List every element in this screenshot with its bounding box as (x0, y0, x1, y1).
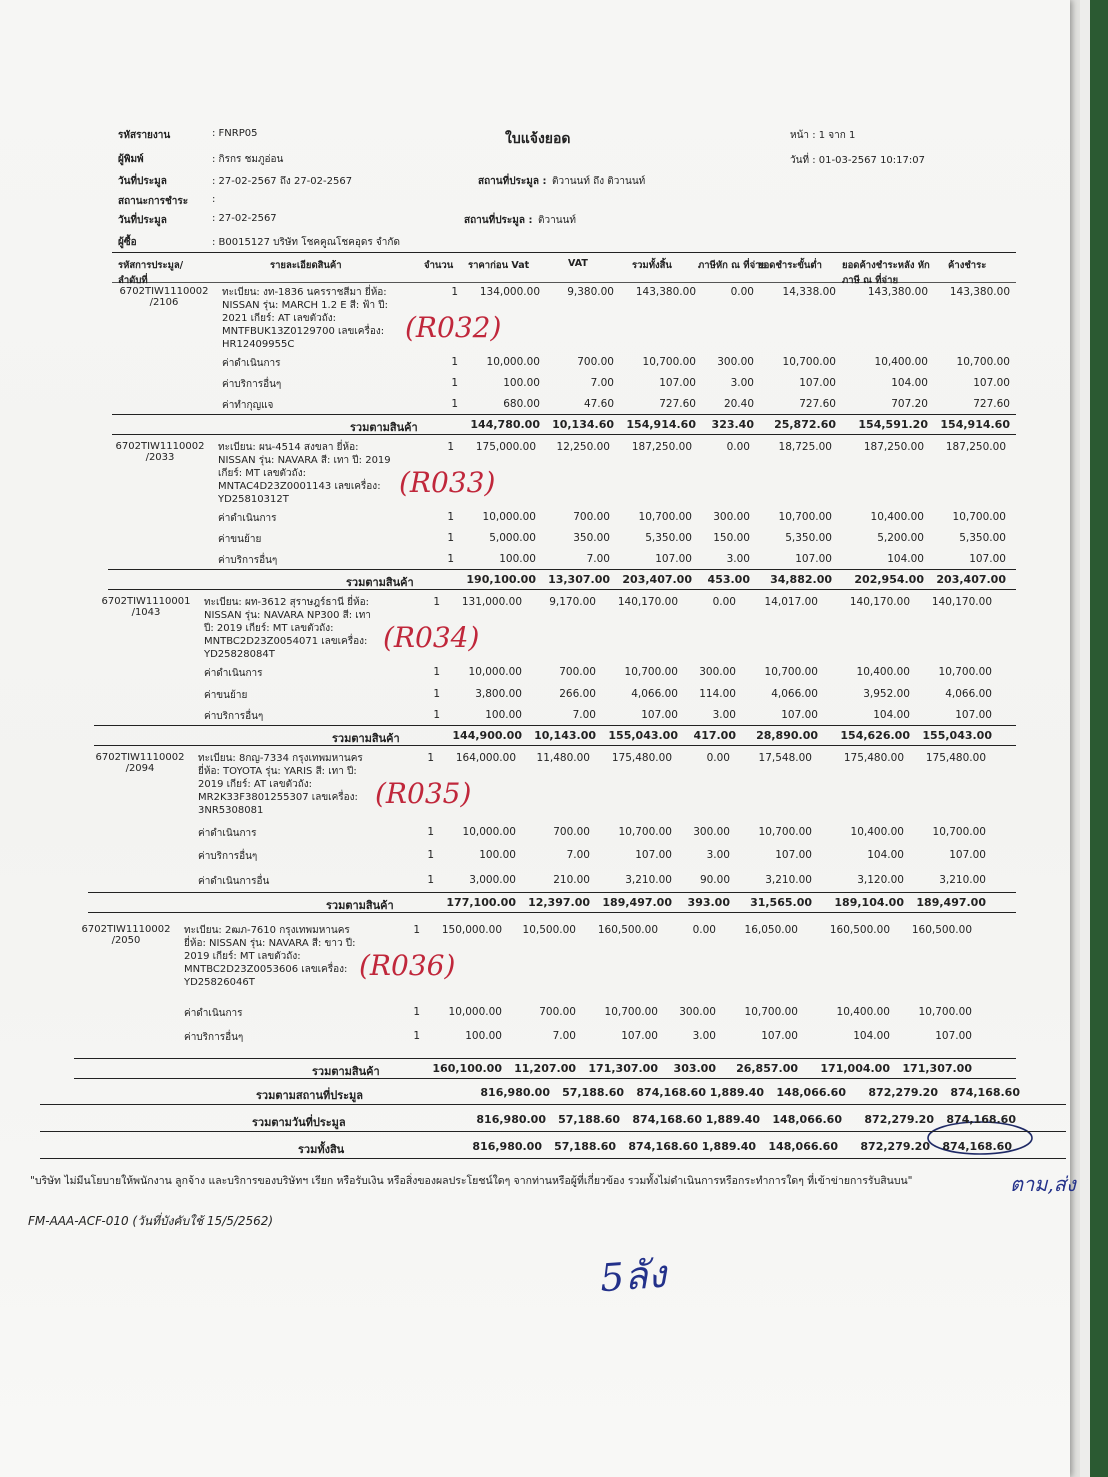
grand-total-value: 874,168.60 (942, 1140, 1012, 1153)
page-title: ใบแจ้งยอด (505, 131, 571, 147)
item-total-value: 26,857.00 (736, 1062, 798, 1075)
fee-value: 10,700.00 (932, 826, 986, 838)
grand-total-value: 872,279.20 (864, 1113, 934, 1126)
item-value: 187,250.00 (863, 441, 924, 453)
margin-note: ตาม,ส่ง (1010, 1172, 1076, 1196)
fee-value: 107.00 (795, 553, 832, 565)
grand-total-value: 148,066.60 (772, 1113, 842, 1126)
fee-label: ค่าบริการอื่นๆ (204, 711, 264, 722)
buyer-label: ผู้ซื้อ (118, 237, 137, 248)
item-total-value: 417.00 (693, 729, 736, 742)
fee-value: 3.00 (712, 709, 736, 721)
fee-value: 300.00 (699, 666, 736, 678)
item-value: 1 (413, 924, 420, 936)
fee-value: 3,800.00 (475, 688, 522, 700)
fee-value: 20.40 (723, 398, 754, 410)
column-header: จำนวน (424, 260, 454, 271)
item-total-label: รวมตามสินค้า (332, 732, 400, 745)
fee-value: 107.00 (635, 849, 672, 861)
grand-total-label: รวมทั้งสิน (298, 1143, 345, 1156)
fee-value: 4,066.00 (631, 688, 678, 700)
printer-name: : กิรกร ชมภูอ่อน (212, 154, 284, 165)
fee-value: 10,000.00 (448, 1006, 502, 1018)
fee-value: 10,700.00 (938, 666, 992, 678)
fee-value: 107.00 (659, 377, 696, 389)
item-value: 1 (427, 752, 434, 764)
column-header: ค้างชำระ (948, 260, 987, 271)
fee-value: 3,210.00 (625, 874, 672, 886)
fee-value: 4,066.00 (771, 688, 818, 700)
item-total-value: 190,100.00 (466, 573, 536, 586)
print-date: วันที่ : 01-03-2567 10:17:07 (790, 155, 925, 166)
grand-total-value: 872,279.20 (868, 1086, 938, 1099)
table-rule (112, 434, 1016, 435)
fee-label: ค่าดำเนินการ (218, 513, 277, 524)
fee-value: 1 (433, 709, 440, 721)
fee-value: 107.00 (621, 1030, 658, 1042)
fee-value: 10,000.00 (482, 511, 536, 523)
item-total-value: 34,882.00 (770, 573, 832, 586)
item-total-value: 171,004.00 (820, 1062, 890, 1075)
fee-value: 300.00 (693, 826, 730, 838)
table-rule (40, 1158, 1066, 1159)
item-total-value: 154,914.60 (940, 418, 1010, 431)
fee-label: ค่าขนย้าย (218, 534, 262, 545)
item-total-value: 31,565.00 (750, 896, 812, 909)
column-header: ยอดค้างชำระหลัง หักภาษี ณ ที่จ่าย (842, 260, 930, 286)
fee-value: 10,000.00 (468, 666, 522, 678)
item-total-value: 12,397.00 (528, 896, 590, 909)
fee-value: 100.00 (503, 377, 540, 389)
item-total-value: 203,407.00 (622, 573, 692, 586)
column-header: ราคาก่อน Vat (468, 260, 530, 271)
table-rule (88, 892, 1016, 893)
item-value: 187,250.00 (945, 441, 1006, 453)
item-total-value: 323.40 (711, 418, 754, 431)
table-rule (74, 1078, 1016, 1079)
grand-total-value: 148,066.60 (776, 1086, 846, 1099)
fee-value: 150.00 (713, 532, 750, 544)
column-header: รวมทั้งสิ้น (632, 260, 672, 271)
fee-value: 107.00 (799, 377, 836, 389)
grand-total-value: 1,889.40 (709, 1086, 764, 1099)
fee-value: 107.00 (935, 1030, 972, 1042)
fee-value: 10,400.00 (870, 511, 924, 523)
item-total-value: 155,043.00 (608, 729, 678, 742)
fee-value: 727.60 (973, 398, 1010, 410)
fee-value: 10,700.00 (918, 1006, 972, 1018)
item-value: 17,548.00 (758, 752, 812, 764)
fee-value: 3.00 (706, 849, 730, 861)
fee-value: 3,000.00 (469, 874, 516, 886)
item-description: ทะเบียน: งท-1836 นครราชสีมา ยี่ห้อ: NISSAN รุ่น: MARCH 1.2 E สี: ฟ้า ปี: 2021 เกียร์: AT เลขตัวถัง: MNTFBUK13Z0129700 เลขเครื่อง: HR12409955C (222, 287, 388, 350)
item-value: 175,480.00 (843, 752, 904, 764)
item-value: 10,500.00 (522, 924, 576, 936)
fee-label: ค่าดำเนินการ (204, 668, 263, 679)
fee-value: 107.00 (641, 709, 678, 721)
fee-value: 3.00 (730, 377, 754, 389)
fee-value: 5,350.00 (785, 532, 832, 544)
item-total-value: 189,104.00 (834, 896, 904, 909)
item-value: 134,000.00 (479, 286, 540, 298)
buyer-value: : B0015127 บริษัท โชคคูณโชคอุดร จำกัด (212, 237, 400, 248)
fee-value: 10,700.00 (642, 356, 696, 368)
item-code: 6702TIW1110002 /2106 (119, 286, 209, 308)
fee-value: 5,350.00 (645, 532, 692, 544)
item-value: 175,480.00 (925, 752, 986, 764)
item-value: 0.00 (730, 286, 754, 298)
fee-label: ค่าบริการอื่นๆ (184, 1032, 244, 1043)
fee-value: 104.00 (891, 377, 928, 389)
fee-value: 300.00 (717, 356, 754, 368)
item-total-value: 177,100.00 (446, 896, 516, 909)
item-value: 160,500.00 (829, 924, 890, 936)
item-total-value: 144,900.00 (452, 729, 522, 742)
item-value: 9,380.00 (567, 286, 614, 298)
item-value: 14,017.00 (764, 596, 818, 608)
fee-value: 10,000.00 (462, 826, 516, 838)
item-value: 11,480.00 (536, 752, 590, 764)
fee-value: 10,400.00 (874, 356, 928, 368)
column-header: ยอดชำระขั้นต่ำ (758, 260, 822, 271)
fee-value: 300.00 (679, 1006, 716, 1018)
item-value: 16,050.00 (744, 924, 798, 936)
item-value: 160,500.00 (597, 924, 658, 936)
fee-value: 10,700.00 (956, 356, 1010, 368)
fee-value: 10,700.00 (758, 826, 812, 838)
grand-total-value: 874,168.60 (946, 1113, 1016, 1126)
payment-status-label: สถานะการชำระ (118, 196, 189, 207)
fee-value: 700.00 (573, 511, 610, 523)
fee-label: ค่าดำเนินการ (184, 1008, 243, 1019)
item-total-value: 203,407.00 (936, 573, 1006, 586)
item-total-value: 160,100.00 (432, 1062, 502, 1075)
fee-value: 266.00 (559, 688, 596, 700)
fee-value: 107.00 (955, 709, 992, 721)
item-value: 175,000.00 (475, 441, 536, 453)
item-value: 140,170.00 (849, 596, 910, 608)
fee-value: 1 (451, 377, 458, 389)
grand-total-value: 1,889.40 (705, 1113, 760, 1126)
fee-value: 5,200.00 (877, 532, 924, 544)
fee-value: 1 (451, 356, 458, 368)
item-value: 1 (447, 441, 454, 453)
item-description: ทะเบียน: 8กญ-7334 กรุงเทพมหานคร ยี่ห้อ: TOYOTA รุ่น: YARIS สี: เทา ปี: 2019 เกียร์: AT เลขตัวถัง: MR2K33F3801255307 เลขเครื่อง: 3NR5308081 (198, 753, 363, 816)
item-value: 160,500.00 (911, 924, 972, 936)
fee-value: 100.00 (499, 553, 536, 565)
grand-total-value: 874,168.60 (632, 1113, 702, 1126)
fee-value: 1 (427, 826, 434, 838)
item-value: 143,380.00 (635, 286, 696, 298)
item-code: 6702TIW1110001 /1043 (101, 596, 191, 618)
fee-value: 727.60 (659, 398, 696, 410)
table-rule (40, 1104, 1066, 1105)
fee-value: 3,210.00 (765, 874, 812, 886)
table-rule (108, 589, 1016, 590)
item-value: 0.00 (712, 596, 736, 608)
item-value: 140,170.00 (931, 596, 992, 608)
fee-value: 7.00 (586, 553, 610, 565)
item-total-value: 303.00 (673, 1062, 716, 1075)
fee-value: 100.00 (479, 849, 516, 861)
fee-value: 100.00 (485, 709, 522, 721)
table-rule (88, 912, 1016, 913)
fee-value: 1 (427, 849, 434, 861)
item-total-value: 154,626.00 (840, 729, 910, 742)
column-header: รหัสการประมูล/ ลำดับที่ (118, 260, 184, 286)
fee-value: 700.00 (559, 666, 596, 678)
column-header: VAT (568, 258, 588, 269)
fee-value: 680.00 (503, 398, 540, 410)
item-total-value: 11,207.00 (514, 1062, 576, 1075)
place2-label: สถานที่ประมูล : (464, 215, 533, 226)
handwritten-mark: (R035) (375, 777, 472, 810)
place2-value: ติวานนท์ (538, 215, 576, 226)
fee-value: 3,210.00 (939, 874, 986, 886)
fee-value: 1 (447, 532, 454, 544)
fee-value: 47.60 (583, 398, 614, 410)
fee-value: 1 (447, 553, 454, 565)
item-value: 140,170.00 (617, 596, 678, 608)
report-code: : FNRP05 (212, 128, 258, 139)
handwritten-mark: (R032) (405, 311, 502, 344)
fee-value: 3.00 (726, 553, 750, 565)
item-total-value: 25,872.60 (774, 418, 836, 431)
fee-label: ค่าบริการอื่นๆ (198, 851, 258, 862)
item-total-label: รวมตามสินค้า (326, 899, 394, 912)
grand-total-value: 816,980.00 (476, 1113, 546, 1126)
item-total-value: 10,143.00 (534, 729, 596, 742)
fee-value: 3,952.00 (863, 688, 910, 700)
fee-value: 1 (427, 874, 434, 886)
fee-value: 104.00 (873, 709, 910, 721)
item-description: ทะเบียน: 2ฒภ-7610 กรุงเทพมหานคร ยี่ห้อ: NISSAN รุ่น: NAVARA สี: ขาว ปี: 2019 เกียร์: MT เลขตัวถัง: MNTBC2D23Z0053606 เลขเครื่อง: YD25826046T (184, 925, 356, 988)
table-rule (94, 725, 1016, 726)
item-total-value: 393.00 (687, 896, 730, 909)
fee-value: 5,350.00 (959, 532, 1006, 544)
fee-value: 10,700.00 (638, 511, 692, 523)
fee-value: 114.00 (699, 688, 736, 700)
fee-value: 7.00 (590, 377, 614, 389)
item-code: 6702TIW1110002 /2050 (81, 924, 171, 946)
fee-value: 107.00 (761, 1030, 798, 1042)
grand-total-value: 57,188.60 (562, 1086, 624, 1099)
item-value: 143,380.00 (949, 286, 1010, 298)
place-label: สถานที่ประมูล : (478, 176, 547, 187)
item-value: 187,250.00 (631, 441, 692, 453)
item-value: 164,000.00 (455, 752, 516, 764)
item-description: ทะเบียน: ผน-4514 สงขลา ยี่ห้อ: NISSAN รุ่น: NAVARA สี: เทา ปี: 2019 เกียร์: MT เลขตัวถัง: MNTAC4D23Z0001143 เลขเครื่อง: YD25810312T (218, 442, 391, 505)
grand-total-label: รวมตามวันที่ประมูล (252, 1116, 346, 1129)
fee-value: 10,000.00 (486, 356, 540, 368)
item-total-label: รวมตามสินค้า (312, 1065, 380, 1078)
item-value: 1 (433, 596, 440, 608)
handwritten-mark: (R033) (399, 466, 496, 499)
fee-value: 10,700.00 (778, 511, 832, 523)
grand-total-value: 1,889.40 (701, 1140, 756, 1153)
printer-label: ผู้พิมพ์ (118, 154, 144, 165)
item-total-value: 189,497.00 (916, 896, 986, 909)
grand-total-value: 872,279.20 (860, 1140, 930, 1153)
fee-value: 10,700.00 (782, 356, 836, 368)
grand-total-value: 874,168.60 (950, 1086, 1020, 1099)
fee-value: 107.00 (775, 849, 812, 861)
fee-value: 10,700.00 (624, 666, 678, 678)
fee-value: 7.00 (552, 1030, 576, 1042)
fee-label: ค่าทำกุญแจ (222, 400, 274, 411)
item-value: 131,000.00 (461, 596, 522, 608)
item-total-value: 28,890.00 (756, 729, 818, 742)
fee-value: 104.00 (887, 553, 924, 565)
header-top-rule (112, 252, 1016, 253)
grand-total-value: 148,066.60 (768, 1140, 838, 1153)
fee-label: ค่าบริการอื่นๆ (222, 379, 282, 390)
item-total-value: 155,043.00 (922, 729, 992, 742)
payment-status: : (212, 194, 216, 205)
fee-label: ค่าดำเนินการ (198, 828, 257, 839)
handwritten-mark: (R034) (383, 621, 480, 654)
table-rule (112, 414, 1016, 415)
item-total-value: 171,307.00 (902, 1062, 972, 1075)
fee-value: 700.00 (553, 826, 590, 838)
item-total-value: 171,307.00 (588, 1062, 658, 1075)
fee-value: 707.20 (891, 398, 928, 410)
item-code: 6702TIW1110002 /2094 (95, 752, 185, 774)
handwritten-mark: (R036) (359, 949, 456, 982)
item-total-value: 202,954.00 (854, 573, 924, 586)
table-rule (40, 1131, 1066, 1132)
fee-value: 1 (447, 511, 454, 523)
fee-value: 10,400.00 (856, 666, 910, 678)
item-total-value: 10,134.60 (552, 418, 614, 431)
fee-value: 104.00 (867, 849, 904, 861)
fee-value: 5,000.00 (489, 532, 536, 544)
fee-value: 350.00 (573, 532, 610, 544)
form-code: FM-AAA-ACF-010 (วันที่บังคับใช้ 15/5/2562) (28, 1214, 274, 1228)
fee-value: 10,400.00 (836, 1006, 890, 1018)
fee-value: 107.00 (973, 377, 1010, 389)
item-value: 0.00 (692, 924, 716, 936)
item-total-value: 189,497.00 (602, 896, 672, 909)
item-value: 12,250.00 (556, 441, 610, 453)
item-total-value: 154,914.60 (626, 418, 696, 431)
fee-value: 10,700.00 (952, 511, 1006, 523)
grand-total-value: 816,980.00 (472, 1140, 542, 1153)
column-header: รายละเอียดสินค้า (270, 260, 342, 271)
fee-value: 107.00 (949, 849, 986, 861)
fee-value: 7.00 (566, 849, 590, 861)
place-value: ติวานนท์ ถึง ติวานนท์ (552, 176, 646, 187)
fee-value: 10,700.00 (604, 1006, 658, 1018)
fee-value: 1 (433, 688, 440, 700)
fee-label: ค่าดำเนินการอื่น (198, 876, 270, 887)
fee-value: 1 (413, 1030, 420, 1042)
fee-value: 107.00 (655, 553, 692, 565)
fee-value: 104.00 (853, 1030, 890, 1042)
fee-value: 107.00 (969, 553, 1006, 565)
item-value: 14,338.00 (782, 286, 836, 298)
item-total-label: รวมตามสินค้า (346, 576, 414, 589)
item-value: 175,480.00 (611, 752, 672, 764)
table-rule (108, 569, 1016, 570)
fee-label: ค่าบริการอื่นๆ (218, 555, 278, 566)
grand-total-value: 874,168.60 (628, 1140, 698, 1153)
item-total-value: 144,780.00 (470, 418, 540, 431)
grand-total-value: 874,168.60 (636, 1086, 706, 1099)
item-value: 18,725.00 (778, 441, 832, 453)
item-value: 0.00 (726, 441, 750, 453)
fee-value: 210.00 (553, 874, 590, 886)
fee-value: 10,700.00 (764, 666, 818, 678)
auction-date2: : 27-02-2567 (212, 213, 277, 224)
report-code-label: รหัสรายงาน (118, 130, 171, 141)
fee-value: 1 (451, 398, 458, 410)
auction-date2-label: วันที่ประมูล (118, 215, 167, 226)
fee-label: ค่าขนย้าย (204, 690, 248, 701)
auction-date-label: วันที่ประมูล (118, 176, 167, 187)
item-value: 143,380.00 (867, 286, 928, 298)
auction-date: : 27-02-2567 ถึง 27-02-2567 (212, 176, 353, 187)
item-total-value: 453.00 (707, 573, 750, 586)
fee-value: 90.00 (699, 874, 730, 886)
disclaimer: "บริษัท ไม่มีนโยบายให้พนักงาน ลูกจ้าง และบริการของบริษัทฯ เรียก หรือรับเงิน หรือสิ่งของผลประโยชน์ใดๆ จากท่านหรือผู้ที่เกี่ยวข้อง รวมทั้งไม่ดำเนินการหรือกระทำการใดๆ ที่เข้าข่ายการรับสินบน" (30, 1175, 913, 1187)
column-header: ภาษีหัก ณ ที่จ่าย (698, 260, 767, 271)
fee-value: 10,400.00 (850, 826, 904, 838)
fee-value: 700.00 (577, 356, 614, 368)
fee-value: 1 (433, 666, 440, 678)
item-value: 9,170.00 (549, 596, 596, 608)
page-number: หน้า : 1 จาก 1 (790, 130, 856, 141)
grand-total-value: 816,980.00 (480, 1086, 550, 1099)
table-rule (94, 745, 1016, 746)
fee-value: 7.00 (572, 709, 596, 721)
item-description: ทะเบียน: ผท-3612 สุราษฎร์ธานี ยี่ห้อ: NISSAN รุ่น: NAVARA NP300 สี: เทา ปี: 2019 เกียร์: MT เลขตัวถัง: MNTBC2D23Z0054071 เลขเครื่อง: YD25828084T (204, 597, 371, 660)
fee-value: 3,120.00 (857, 874, 904, 886)
item-value: 1 (451, 286, 458, 298)
table-rule (74, 1058, 1016, 1059)
fee-value: 100.00 (465, 1030, 502, 1042)
fee-value: 107.00 (781, 709, 818, 721)
fee-value: 700.00 (539, 1006, 576, 1018)
fee-value: 300.00 (713, 511, 750, 523)
fee-value: 4,066.00 (945, 688, 992, 700)
item-total-value: 13,307.00 (548, 573, 610, 586)
grand-total-value: 57,188.60 (554, 1140, 616, 1153)
grand-total-label: รวมตามสถานที่ประมูล (256, 1089, 364, 1102)
item-value: 0.00 (706, 752, 730, 764)
fee-value: 10,700.00 (744, 1006, 798, 1018)
signature: 5ลัง (598, 1251, 668, 1301)
fee-label: ค่าดำเนินการ (222, 358, 281, 369)
grand-total-value: 57,188.60 (558, 1113, 620, 1126)
fee-value: 1 (413, 1006, 420, 1018)
fee-value: 727.60 (799, 398, 836, 410)
item-total-label: รวมตามสินค้า (350, 421, 418, 434)
fee-value: 10,700.00 (618, 826, 672, 838)
item-code: 6702TIW1110002 /2033 (115, 441, 205, 463)
item-value: 150,000.00 (441, 924, 502, 936)
item-total-value: 154,591.20 (858, 418, 928, 431)
fee-value: 3.00 (692, 1030, 716, 1042)
